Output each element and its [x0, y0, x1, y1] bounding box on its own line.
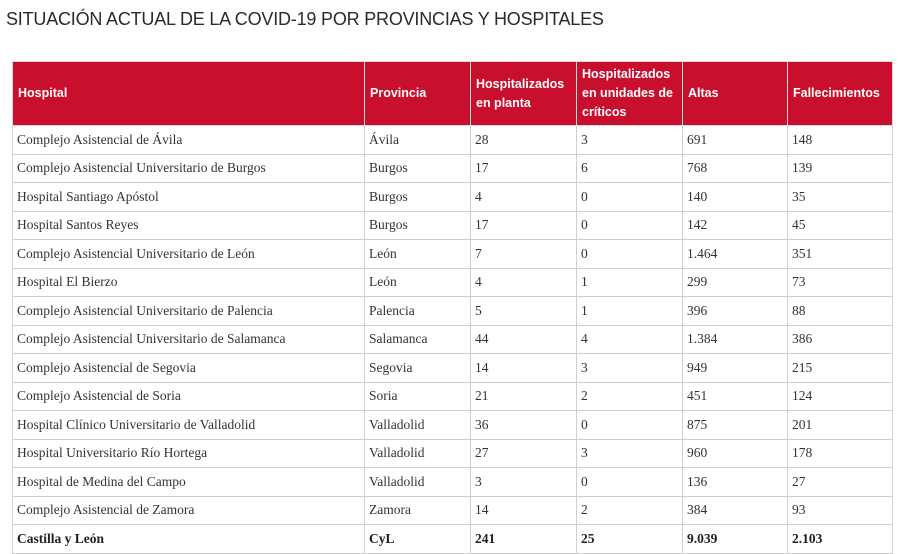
cell-hospital: Complejo Asistencial Universitario de Palencia [13, 297, 365, 326]
cell-provincia: León [365, 268, 471, 297]
cell-provincia: Valladolid [365, 468, 471, 497]
cell-hospital: Complejo Asistencial Universitario de Burgos [13, 154, 365, 183]
cell-hospitalizados-planta: 17 [471, 154, 577, 183]
table-row [13, 411, 893, 440]
column-header-hospital: Hospital [13, 62, 365, 126]
cell-altas: 949 [683, 354, 788, 383]
cell-provincia: Burgos [365, 154, 471, 183]
cell-hospital: Hospital Universitario Río Hortega [13, 439, 365, 468]
cell-altas: 384 [683, 496, 788, 525]
column-header-fallecimientos: Fallecimientos [788, 62, 893, 126]
cell-altas: 875 [683, 411, 788, 440]
cell-provincia: Valladolid [365, 411, 471, 440]
cell-hospitalizados-planta: 14 [471, 354, 577, 383]
table-row [13, 468, 893, 497]
cell-fallecimientos: 351 [788, 240, 893, 269]
table-row [13, 183, 893, 212]
cell-fallecimientos: 215 [788, 354, 893, 383]
cell-hospital: Hospital Santos Reyes [13, 211, 365, 240]
table-row [13, 382, 893, 411]
table-row [13, 126, 893, 155]
cell-provincia: Soria [365, 382, 471, 411]
cell-fallecimientos: 27 [788, 468, 893, 497]
cell-provincia: Salamanca [365, 325, 471, 354]
cell-hospitalizados-criticos: 1 [577, 297, 683, 326]
cell-hospital: Complejo Asistencial de Zamora [13, 496, 365, 525]
cell-hospitalizados-planta: 4 [471, 183, 577, 212]
cell-fallecimientos: 73 [788, 268, 893, 297]
cell-hospitalizados-criticos: 1 [577, 268, 683, 297]
cell-provincia: Palencia [365, 297, 471, 326]
cell-fallecimientos: 201 [788, 411, 893, 440]
cell-hospitalizados-criticos: 0 [577, 240, 683, 269]
cell-hospitalizados-criticos: 0 [577, 468, 683, 497]
cell-fallecimientos: 124 [788, 382, 893, 411]
cell-hospitalizados-planta: 36 [471, 411, 577, 440]
cell-altas: 960 [683, 439, 788, 468]
cell-fallecimientos: 88 [788, 297, 893, 326]
cell-altas: 691 [683, 126, 788, 155]
table-header-row [13, 62, 893, 126]
cell-altas: 768 [683, 154, 788, 183]
cell-hospitalizados-criticos: 3 [577, 354, 683, 383]
table-row [13, 268, 893, 297]
table-body [13, 126, 893, 554]
cell-provincia: Ávila [365, 126, 471, 155]
cell-altas: 142 [683, 211, 788, 240]
cell-hospitalizados-planta: 27 [471, 439, 577, 468]
cell-fallecimientos: 93 [788, 496, 893, 525]
cell-hospitalizados-planta: 28 [471, 126, 577, 155]
cell-hospitalizados-criticos: 0 [577, 411, 683, 440]
cell-hospitalizados-criticos: 0 [577, 211, 683, 240]
cell-hospitalizados-planta: 14 [471, 496, 577, 525]
cell-fallecimientos: 45 [788, 211, 893, 240]
cell-altas: 136 [683, 468, 788, 497]
table-row [13, 297, 893, 326]
table-row [13, 439, 893, 468]
cell-fallecimientos: 386 [788, 325, 893, 354]
cell-altas: 140 [683, 183, 788, 212]
cell-hospitalizados-criticos: 0 [577, 183, 683, 212]
cell-altas: 1.384 [683, 325, 788, 354]
cell-hospital: Hospital de Medina del Campo [13, 468, 365, 497]
column-header-hospitalizados-criticos: Hospitalizados en unidades de críticos [577, 62, 683, 126]
cell-hospital: Hospital Santiago Apóstol [13, 183, 365, 212]
cell-hospitalizados-planta: 44 [471, 325, 577, 354]
cell-fallecimientos: 35 [788, 183, 893, 212]
cell-hospital: Complejo Asistencial Universitario de Salamanca [13, 325, 365, 354]
cell-hospital: Hospital Clínico Universitario de Valladolid [13, 411, 365, 440]
cell-hospital: Complejo Asistencial de Soria [13, 382, 365, 411]
cell-altas: 1.464 [683, 240, 788, 269]
cell-hospital: Complejo Asistencial de Segovia [13, 354, 365, 383]
column-header-hospitalizados-planta: Hospitalizados en planta [471, 62, 577, 126]
cell-hospitalizados-criticos: 2 [577, 382, 683, 411]
table-row [13, 154, 893, 183]
cell-hospital: Complejo Asistencial Universitario de León [13, 240, 365, 269]
cell-hospital: Complejo Asistencial de Ávila [13, 126, 365, 155]
cell-altas: 451 [683, 382, 788, 411]
cell-hospitalizados-criticos: 3 [577, 439, 683, 468]
cell-hospitalizados-criticos: 3 [577, 126, 683, 155]
cell-provincia: Valladolid [365, 439, 471, 468]
cell-hospitalizados-planta: 7 [471, 240, 577, 269]
cell-hospitalizados-planta: 3 [471, 468, 577, 497]
cell-hospitalizados-criticos: 2 [577, 496, 683, 525]
table-row [13, 240, 893, 269]
table-row [13, 325, 893, 354]
cell-hospitalizados-criticos: 6 [577, 154, 683, 183]
cell-hospitalizados-planta: 4 [471, 268, 577, 297]
cell-fallecimientos: 139 [788, 154, 893, 183]
cell-fallecimientos: 148 [788, 126, 893, 155]
cell-provincia: Zamora [365, 496, 471, 525]
total-cell-fallecimientos: 2.103 [788, 525, 893, 554]
cell-hospitalizados-planta: 5 [471, 297, 577, 326]
total-row [13, 525, 893, 554]
cell-provincia: Burgos [365, 211, 471, 240]
cell-hospital: Hospital El Bierzo [13, 268, 365, 297]
table-row [13, 211, 893, 240]
total-cell-hospitalizados-planta: 241 [471, 525, 577, 554]
total-cell-altas: 9.039 [683, 525, 788, 554]
cell-hospitalizados-criticos: 4 [577, 325, 683, 354]
cell-hospitalizados-planta: 17 [471, 211, 577, 240]
cell-provincia: Segovia [365, 354, 471, 383]
total-cell-hospitalizados-criticos: 25 [577, 525, 683, 554]
total-cell-hospital: Castilla y León [13, 525, 365, 554]
cell-hospitalizados-planta: 21 [471, 382, 577, 411]
table-row [13, 354, 893, 383]
cell-provincia: Burgos [365, 183, 471, 212]
hospitals-table [12, 61, 893, 554]
cell-altas: 299 [683, 268, 788, 297]
column-header-altas: Altas [683, 62, 788, 126]
page-title: SITUACIÓN ACTUAL DE LA COVID-19 POR PROVINCIAS Y HOSPITALES [6, 9, 604, 29]
total-cell-provincia: CyL [365, 525, 471, 554]
cell-provincia: León [365, 240, 471, 269]
table-row [13, 496, 893, 525]
cell-altas: 396 [683, 297, 788, 326]
cell-fallecimientos: 178 [788, 439, 893, 468]
column-header-provincia: Provincia [365, 62, 471, 126]
